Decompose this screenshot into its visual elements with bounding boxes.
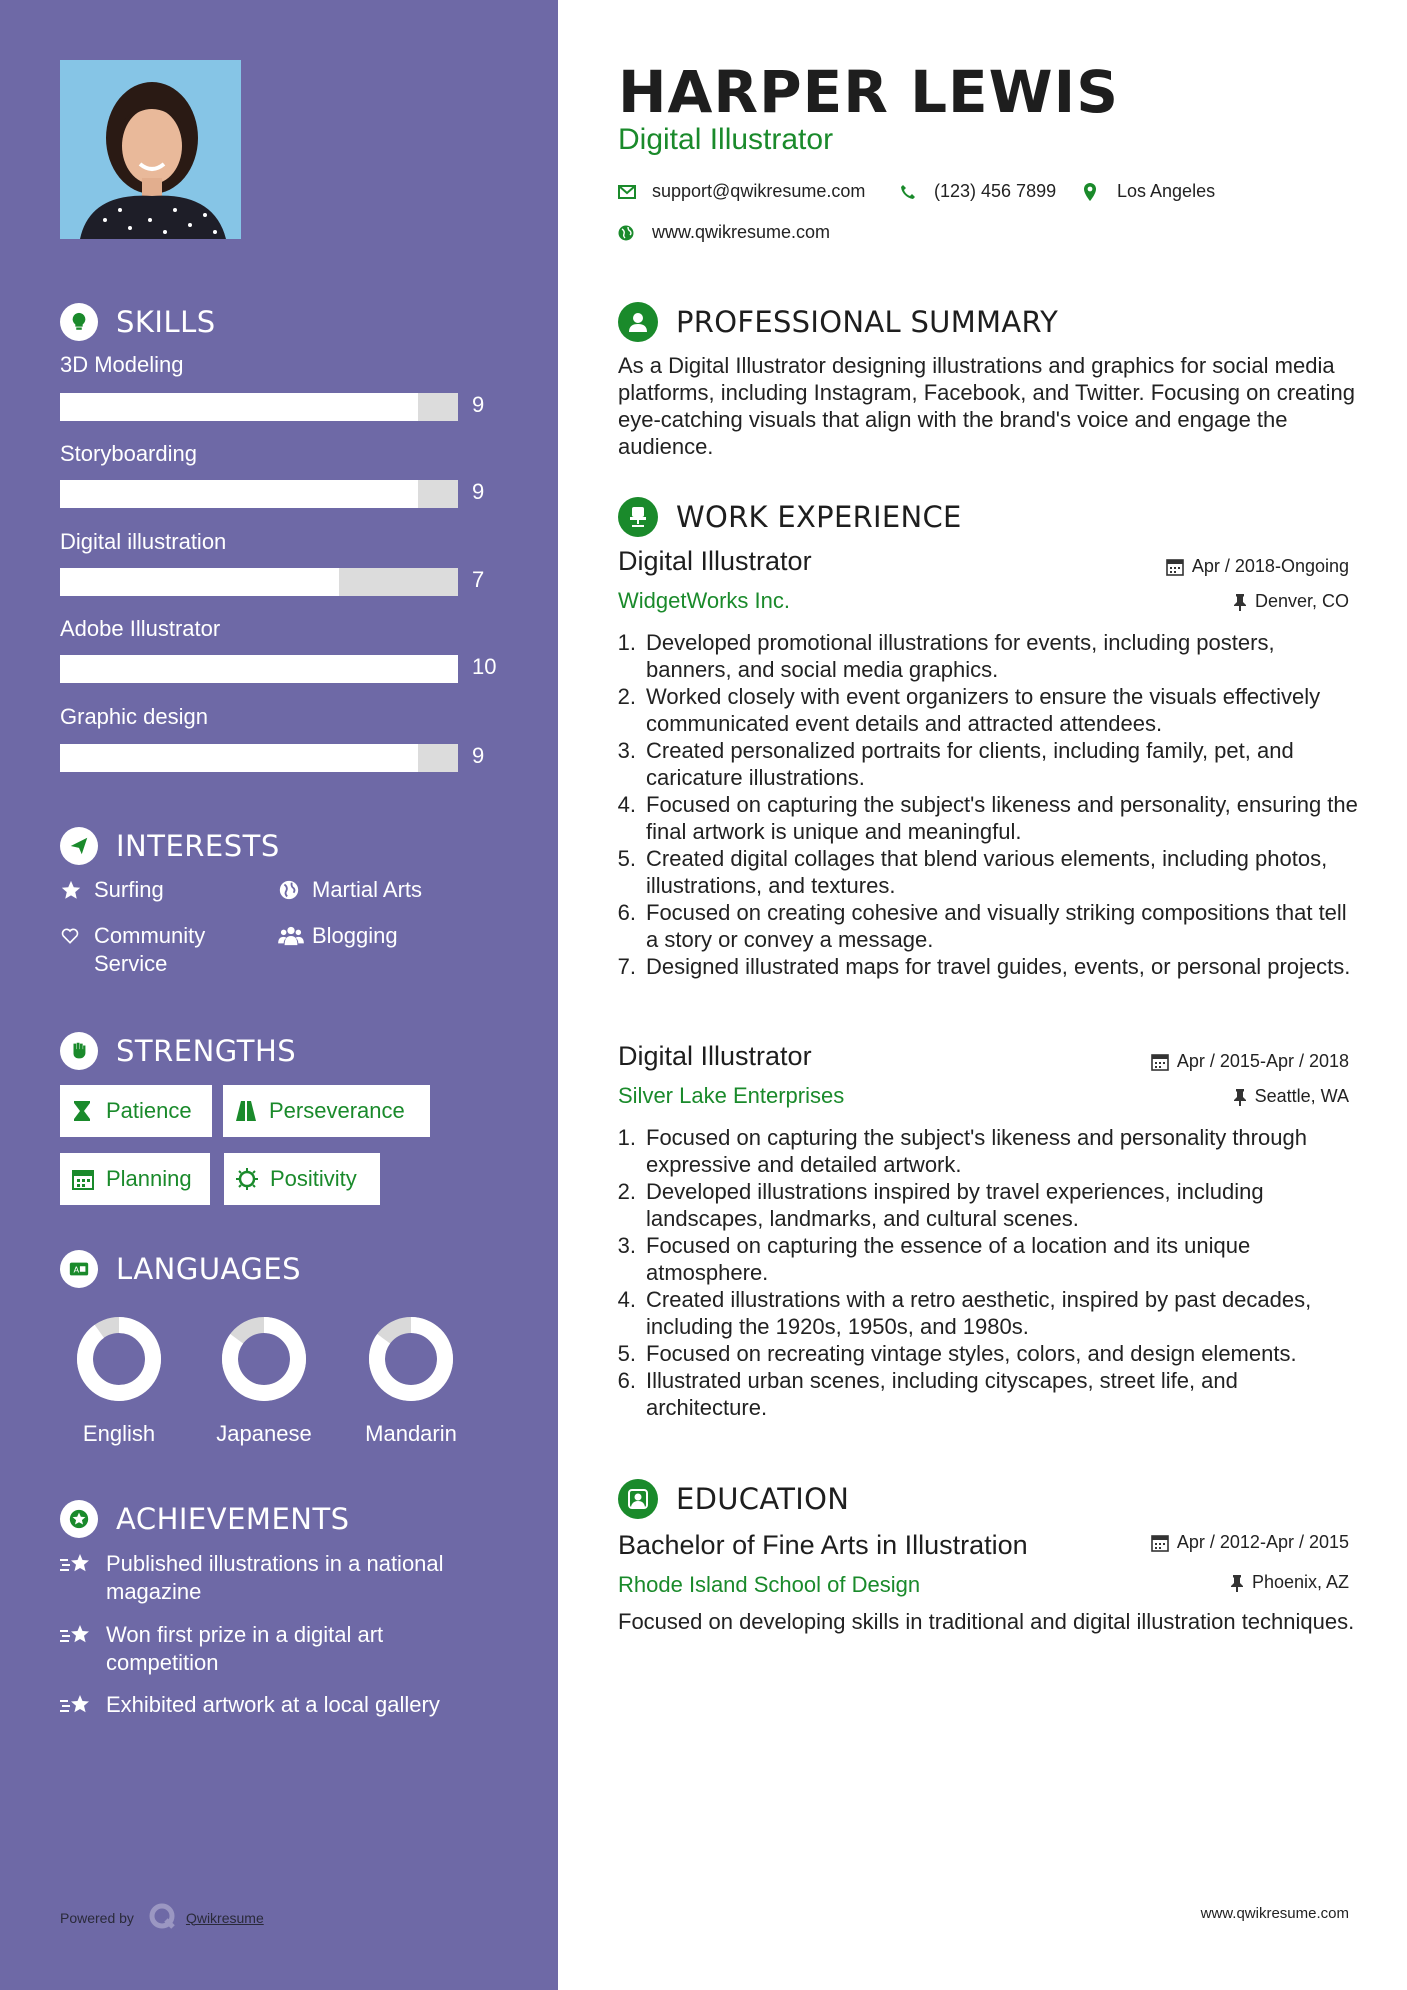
duty-number: 1.	[617, 630, 636, 655]
lightbulb-icon	[60, 303, 98, 341]
duty-number: 2.	[617, 684, 636, 709]
duty-number: 4.	[617, 792, 636, 817]
qwikresume-link[interactable]: Qwikresume	[185, 1909, 264, 1926]
contact-email[interactable]: support@qwikresume.com	[618, 181, 865, 202]
duty-item	[612, 1340, 1358, 1367]
skill-name: Adobe Illustrator	[60, 616, 221, 641]
duty-text: Created illustrations with a retro aesthetic, inspired by past decades, including the 1920s, 1950s, and 1980s.	[646, 1287, 1312, 1339]
language-donut	[74, 1314, 164, 1404]
pushpin-icon	[1233, 1088, 1247, 1106]
duty-text: Worked closely with event organizers to ensure the visuals effectively communicated event details and attracted attendees.	[646, 684, 1321, 736]
candidate-name: HARPER LEWIS	[618, 58, 1119, 126]
job-title: Digital Illustrator	[618, 546, 812, 576]
duty-text: Created personalized portraits for clients, including family, pet, and caricature illustrations.	[646, 738, 1294, 790]
languages-heading: A LANGUAGES	[60, 1250, 301, 1288]
duty-number: 6.	[617, 900, 636, 925]
interests-heading: INTERESTS	[60, 827, 280, 865]
sidebar	[0, 0, 558, 1990]
duty-item	[612, 845, 1358, 899]
duty-number: 6.	[617, 1368, 636, 1393]
language-donut	[366, 1314, 456, 1404]
degree-title: Bachelor of Fine Arts in Illustration	[618, 1530, 1028, 1560]
duty-text: Developed promotional illustrations for events, including posters, banners, and social media graphics.	[646, 630, 1275, 682]
skill-value: 9	[472, 479, 485, 504]
job-dates: Apr / 2015-Apr / 2018	[1151, 1051, 1349, 1072]
skill-bar	[60, 655, 458, 683]
job-title: Digital Illustrator	[618, 1041, 812, 1071]
education-text: Focused on developing skills in traditional and digital illustration techniques.	[618, 1609, 1355, 1634]
strength-chip: Perseverance	[223, 1085, 430, 1137]
skills-heading: SKILLS	[60, 303, 216, 341]
interest-item: Martial Arts	[278, 876, 422, 904]
users-icon	[278, 922, 304, 950]
achievement-item: Published illustrations in a national magazine	[60, 1550, 500, 1606]
calendar-icon	[1166, 558, 1184, 576]
skill-value: 10	[472, 654, 497, 679]
phone-icon	[900, 183, 918, 201]
duty-number: 1.	[617, 1125, 636, 1150]
achievement-item: Won first prize in a digital art competition	[60, 1621, 500, 1677]
map-pin-icon	[1083, 183, 1101, 201]
qwikresume-logo-icon	[148, 1902, 176, 1933]
interest-item: Surfing	[60, 876, 164, 904]
skill-name: Digital illustration	[60, 529, 227, 554]
duty-number: 2.	[617, 1179, 636, 1204]
duty-text: Focused on recreating vintage styles, colors, and design elements.	[646, 1341, 1297, 1366]
duty-item	[612, 1286, 1358, 1340]
skill-bar	[60, 480, 458, 508]
skill-bar	[60, 744, 458, 772]
sun-icon	[236, 1168, 258, 1190]
skill-name: Storyboarding	[60, 441, 197, 466]
summary-text: As a Digital Illustrator designing illustrations and graphics for social media platforms, including Instagram, Facebook, and Twitter. Focusing on creating eye-catching visuals that align with the brand's voice and engage the audience.	[618, 353, 1355, 459]
contact-website[interactable]: www.qwikresume.com	[618, 222, 830, 243]
duty-item	[612, 1232, 1358, 1286]
duty-item	[612, 1178, 1358, 1232]
duty-item	[612, 1124, 1358, 1178]
paper-plane-icon	[60, 827, 98, 865]
svg-text:A: A	[73, 1264, 80, 1275]
calendar-icon	[1151, 1053, 1169, 1071]
donut-fill	[85, 1325, 153, 1393]
duty-text: Created digital collages that blend various elements, including photos, illustrations, and textures.	[646, 846, 1328, 898]
duty-number: 5.	[617, 1341, 636, 1366]
job-location: Denver, CO	[1233, 591, 1349, 612]
hourglass-icon	[72, 1100, 94, 1122]
calendar-icon	[72, 1168, 94, 1190]
duty-number: 3.	[617, 1233, 636, 1258]
company-name: Silver Lake Enterprises	[618, 1083, 845, 1108]
duty-item	[612, 629, 1358, 683]
duty-number: 3.	[617, 738, 636, 763]
shooting-star-icon	[60, 1621, 92, 1649]
duty-item	[612, 791, 1358, 845]
education-location: Phoenix, AZ	[1230, 1572, 1349, 1593]
office-chair-icon	[618, 497, 658, 537]
language-label: English	[82, 1421, 156, 1446]
job-duties	[612, 1124, 1358, 1421]
skill-bar	[60, 568, 458, 596]
fist-icon	[60, 1032, 98, 1070]
achievement-item: Exhibited artwork at a local gallery	[60, 1691, 500, 1719]
skill-name: Graphic design	[60, 704, 208, 729]
interest-item: Blogging	[278, 922, 398, 950]
star-icon	[60, 876, 86, 904]
envelope-icon	[618, 183, 636, 201]
duty-item	[612, 953, 1358, 980]
job-location: Seattle, WA	[1233, 1086, 1349, 1107]
pushpin-icon	[1230, 1574, 1244, 1592]
skill-name: 3D Modeling	[60, 352, 184, 377]
profile-photo	[60, 60, 241, 239]
duty-number: 5.	[617, 846, 636, 871]
language-donut	[219, 1314, 309, 1404]
medal-star-icon	[60, 1500, 98, 1538]
strength-chip: Planning	[60, 1153, 210, 1205]
interest-item: Community Service	[60, 922, 240, 978]
powered-by: Powered by Qwikresume	[60, 1902, 264, 1933]
strength-chip: Patience	[60, 1085, 212, 1137]
skill-value: 9	[472, 392, 485, 417]
duty-text: Focused on capturing the subject's likeness and personality, ensuring the final artwork is unique and meaningful.	[646, 792, 1358, 844]
language-icon	[60, 1250, 98, 1288]
achievements-heading: ACHIEVEMENTS	[60, 1500, 350, 1538]
contact-phone[interactable]: (123) 456 7899	[900, 181, 1056, 202]
company-name: WidgetWorks Inc.	[618, 588, 790, 613]
globe-icon	[278, 876, 304, 904]
graduate-icon	[618, 1479, 658, 1519]
job-duties	[612, 629, 1358, 980]
duty-text: Illustrated urban scenes, including cityscapes, street life, and architecture.	[646, 1368, 1238, 1420]
duty-number: 7.	[617, 954, 636, 979]
language-label: Japanese	[216, 1421, 312, 1446]
duty-text: Developed illustrations inspired by travel experiences, including landscapes, landmarks, and cultural scenes.	[646, 1179, 1264, 1231]
duty-text: Designed illustrated maps for travel guides, events, or personal projects.	[646, 954, 1351, 979]
road-icon	[235, 1100, 257, 1122]
job-dates: Apr / 2018-Ongoing	[1166, 556, 1349, 577]
skill-value: 9	[472, 743, 485, 768]
footer-url[interactable]: www.qwikresume.com	[1200, 1905, 1349, 1922]
duty-text: Focused on capturing the essence of a location and its unique atmosphere.	[646, 1233, 1251, 1285]
strengths-heading: STRENGTHS	[60, 1032, 296, 1070]
education-heading: EDUCATION	[618, 1479, 849, 1519]
contact-location: Los Angeles	[1083, 181, 1215, 202]
skill-value: 7	[472, 567, 485, 592]
pushpin-icon	[1233, 593, 1247, 611]
candidate-role: Digital Illustrator	[618, 123, 834, 156]
calendar-icon	[1151, 1534, 1169, 1552]
duty-text: Focused on capturing the subject's likeness and personality through expressive and detailed artwork.	[646, 1125, 1307, 1177]
heart-outline-icon	[60, 922, 86, 950]
experience-heading: WORK EXPERIENCE	[618, 497, 962, 537]
shooting-star-icon	[60, 1550, 92, 1578]
language-label: Mandarin	[365, 1421, 457, 1446]
duty-item	[612, 683, 1358, 737]
duty-number: 4.	[617, 1287, 636, 1312]
duty-text: Focused on creating cohesive and visually striking compositions that tell a story or convey a message.	[646, 900, 1347, 952]
strength-chip: Positivity	[224, 1153, 380, 1205]
user-icon	[618, 302, 658, 342]
school-name: Rhode Island School of Design	[618, 1572, 921, 1597]
summary-heading: PROFESSIONAL SUMMARY	[618, 302, 1058, 342]
duty-item	[612, 899, 1358, 953]
globe-icon	[618, 224, 636, 242]
duty-item	[612, 1367, 1358, 1421]
skill-bar	[60, 393, 458, 421]
education-dates: Apr / 2012-Apr / 2015	[1151, 1532, 1349, 1553]
duty-item	[612, 737, 1358, 791]
shooting-star-icon	[60, 1691, 92, 1719]
